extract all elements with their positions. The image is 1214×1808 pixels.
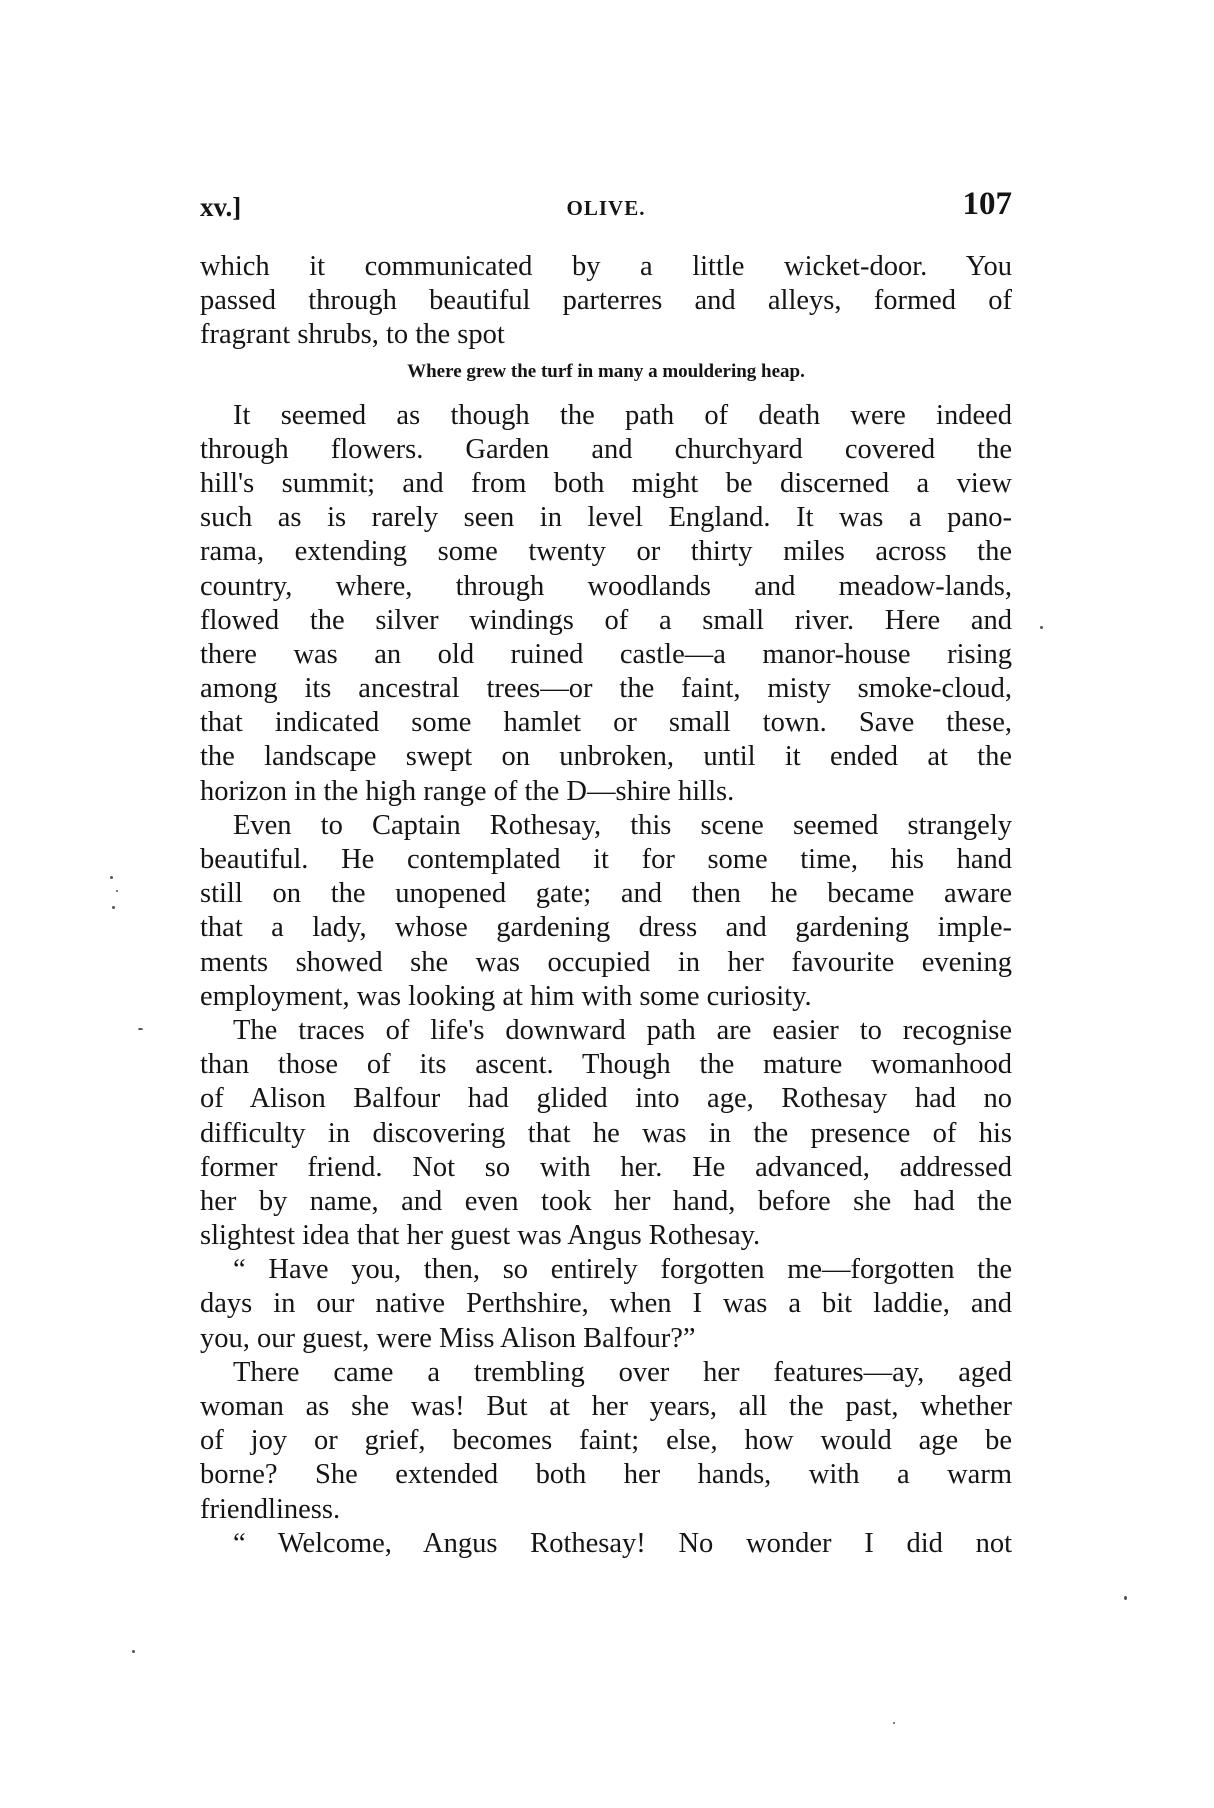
- text-line: among its ancestral trees—or the faint, misty smoke-cloud,: [200, 673, 1012, 705]
- paragraph: [200, 1356, 1012, 1527]
- text-line: The traces of life's downward path are easier to recognise: [233, 1014, 1012, 1046]
- page-number: 107: [962, 186, 1012, 222]
- text-line: difficulty in discovering that he was in the presence of his: [200, 1117, 1012, 1149]
- paragraph: [200, 1527, 1012, 1561]
- text-line: her by name, and even took her hand, before she had the: [200, 1185, 1012, 1217]
- scan-speck: [1040, 626, 1043, 629]
- text-line: friendliness.: [200, 1493, 341, 1525]
- scan-speck: [1124, 1596, 1127, 1600]
- running-title: OLIVE.: [566, 196, 646, 220]
- text-line: which it communicated by a little wicket-door. You: [200, 251, 1012, 282]
- text-line: hill's summit; and from both might be discerned a view: [200, 467, 1012, 499]
- text-line: still on the unopened gate; and then he became aware: [200, 878, 1012, 910]
- text-line: “ Welcome, Angus Rothesay! No wonder I did not: [233, 1527, 1012, 1559]
- text-line: of Alison Balfour had glided into age, Rothesay had no: [200, 1083, 1012, 1115]
- text-line: horizon in the high range of the D—shire hills.: [200, 775, 735, 807]
- text-line: days in our native Perthshire, when I was a bit laddie, and: [200, 1288, 1012, 1320]
- text-line: woman as she was! But at her years, all the past, whether: [200, 1391, 1012, 1422]
- text-line: fragrant shrubs, to the spot: [200, 319, 505, 351]
- text-line: There came a trembling over her features—ay, aged: [233, 1356, 1012, 1388]
- text-line: borne? She extended both her hands, with a warm: [200, 1459, 1012, 1491]
- text-line: slightest idea that her guest was Angus Rothesay.: [200, 1220, 761, 1252]
- scan-speck: [112, 906, 115, 909]
- text-line: passed through beautiful parterres and alleys, formed of: [200, 285, 1012, 317]
- text-line: you, our guest, were Miss Alison Balfour?”: [200, 1322, 696, 1354]
- paragraph: [200, 250, 1012, 353]
- scan-speck: [132, 1650, 135, 1653]
- paragraph: [200, 1253, 1012, 1356]
- text-line: there was an old ruined castle—a manor-house rising: [200, 638, 1012, 670]
- scan-speck: [116, 890, 118, 892]
- paragraph: [200, 809, 1012, 1014]
- text-line: beautiful. He contemplated it for some time, his hand: [200, 844, 1012, 875]
- text-line: It seemed as though the path of death were indeed: [233, 399, 1012, 431]
- text-line: of joy or grief, becomes faint; else, how would age be: [200, 1425, 1012, 1457]
- scan-speck: [138, 1028, 143, 1030]
- text-line: that indicated some hamlet or small town. Save these,: [200, 707, 1012, 739]
- text-line: such as is rarely seen in level England. It was a pano-: [200, 502, 1012, 534]
- scan-speck: [893, 1722, 895, 1724]
- running-head: [200, 186, 1012, 226]
- body-text: [200, 250, 1012, 1561]
- text-line: ments showed she was occupied in her favourite evening: [200, 946, 1012, 978]
- chapter-marker: xv.]: [200, 192, 242, 222]
- paragraph: [200, 399, 1012, 809]
- scan-speck: [110, 876, 113, 879]
- text-line: that a lady, whose gardening dress and gardening imple-: [200, 912, 1012, 944]
- text-line: the landscape swept on unbroken, until it ended at the: [200, 741, 1012, 773]
- text-line: employment, was looking at him with some curiosity.: [200, 980, 812, 1012]
- text-line: Even to Captain Rothesay, this scene seemed strangely: [233, 809, 1012, 841]
- text-line: flowed the silver windings of a small river. Here and: [200, 604, 1012, 636]
- text-line: through flowers. Garden and churchyard covered the: [200, 433, 1012, 465]
- verse-quotation: Where grew the turf in many a mouldering heap.: [407, 360, 805, 382]
- paragraph: [200, 1014, 1012, 1253]
- text-line: rama, extending some twenty or thirty miles across the: [200, 536, 1012, 568]
- text-line: country, where, through woodlands and meadow-lands,: [200, 570, 1012, 602]
- text-line: “ Have you, then, so entirely forgotten me—forgotten the: [233, 1254, 1012, 1286]
- text-line: than those of its ascent. Though the mature womanhood: [200, 1049, 1012, 1081]
- text-line: former friend. Not so with her. He advanced, addressed: [200, 1151, 1012, 1183]
